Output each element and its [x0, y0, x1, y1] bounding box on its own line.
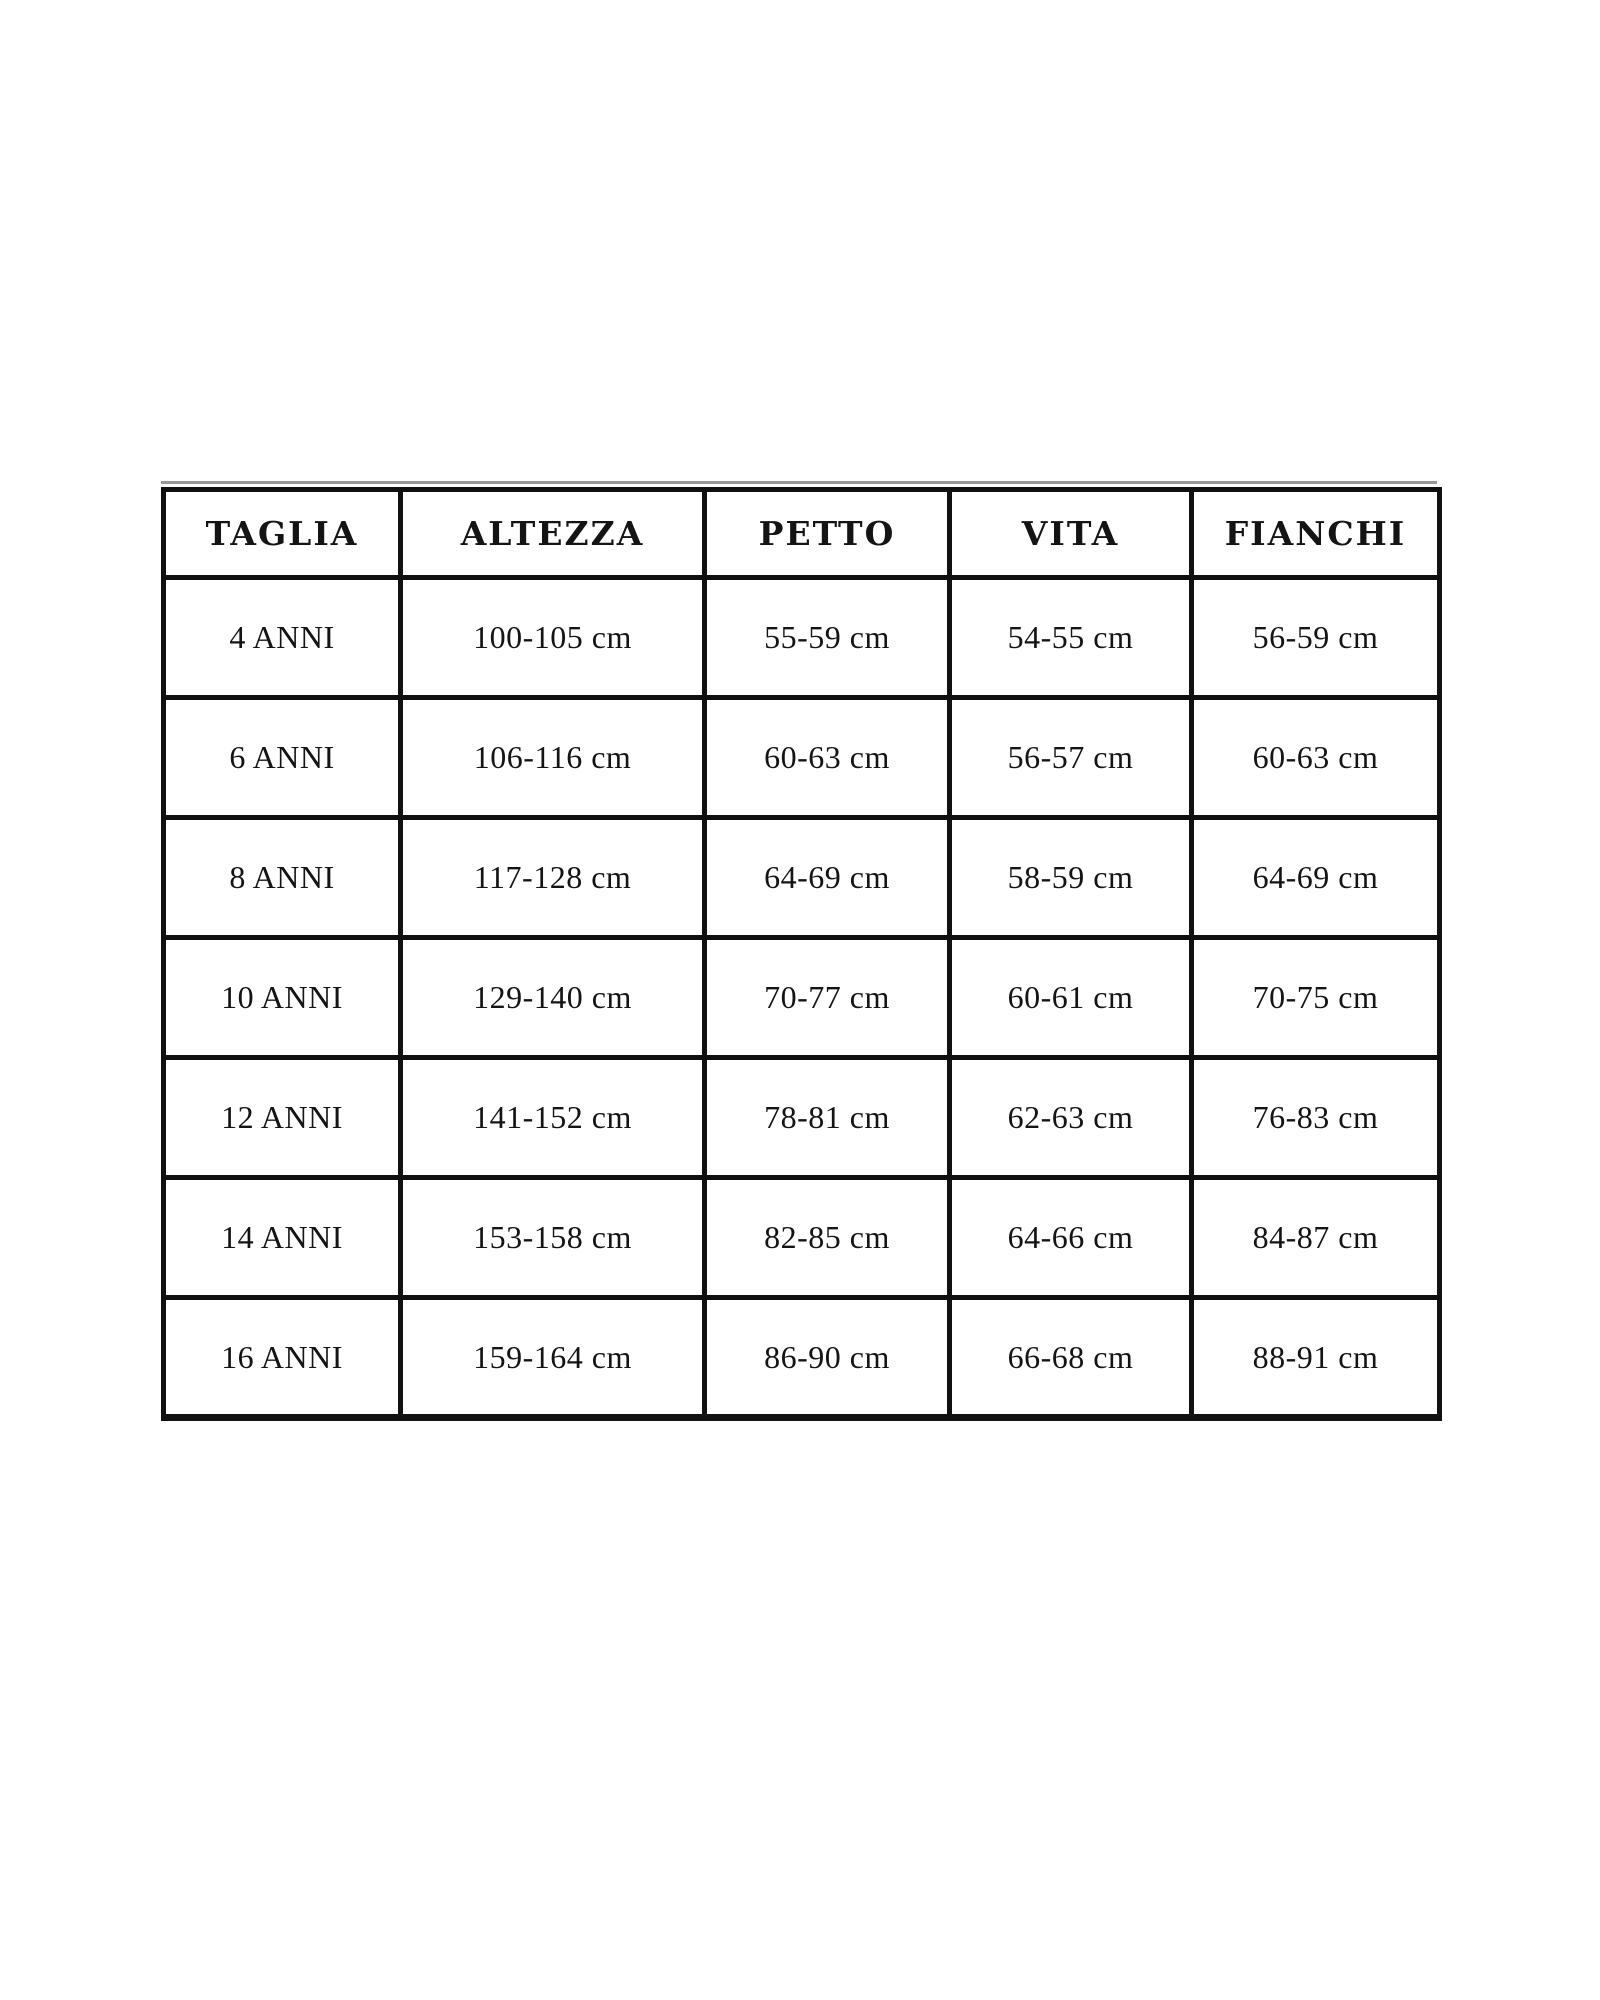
size-chart-table — [161, 487, 1442, 1421]
column-header-taglia: TAGLIA — [164, 490, 401, 578]
measurement-cell: 66-68 cm — [950, 1298, 1192, 1418]
measurement-cell: 117-128 cm — [401, 818, 705, 938]
column-header-petto: PETTO — [705, 490, 950, 578]
measurement-cell: 106-116 cm — [401, 698, 705, 818]
measurement-cell: 153-158 cm — [401, 1178, 705, 1298]
measurement-cell: 56-57 cm — [950, 698, 1192, 818]
measurement-cell: 64-69 cm — [705, 818, 950, 938]
table-top-rule — [161, 481, 1437, 484]
column-header-vita: VITA — [950, 490, 1192, 578]
measurement-cell: 60-61 cm — [950, 938, 1192, 1058]
measurement-cell: 88-91 cm — [1192, 1298, 1440, 1418]
measurement-cell: 64-66 cm — [950, 1178, 1192, 1298]
measurement-cell: 56-59 cm — [1192, 578, 1440, 698]
size-label-cell: 10 ANNI — [164, 938, 401, 1058]
table-row — [164, 1298, 1440, 1418]
measurement-cell: 55-59 cm — [705, 578, 950, 698]
measurement-cell: 76-83 cm — [1192, 1058, 1440, 1178]
table-row — [164, 818, 1440, 938]
measurement-cell: 82-85 cm — [705, 1178, 950, 1298]
table-row — [164, 1178, 1440, 1298]
size-label-cell: 12 ANNI — [164, 1058, 401, 1178]
size-label-cell: 14 ANNI — [164, 1178, 401, 1298]
table-header — [164, 490, 1440, 578]
column-header-fianchi: FIANCHI — [1192, 490, 1440, 578]
table-row — [164, 578, 1440, 698]
measurement-cell: 159-164 cm — [401, 1298, 705, 1418]
measurement-cell: 129-140 cm — [401, 938, 705, 1058]
measurement-cell: 141-152 cm — [401, 1058, 705, 1178]
size-label-cell: 4 ANNI — [164, 578, 401, 698]
measurement-cell: 58-59 cm — [950, 818, 1192, 938]
measurement-cell: 54-55 cm — [950, 578, 1192, 698]
measurement-cell: 78-81 cm — [705, 1058, 950, 1178]
measurement-cell: 62-63 cm — [950, 1058, 1192, 1178]
measurement-cell: 64-69 cm — [1192, 818, 1440, 938]
size-label-cell: 8 ANNI — [164, 818, 401, 938]
size-label-cell: 6 ANNI — [164, 698, 401, 818]
measurement-cell: 60-63 cm — [1192, 698, 1440, 818]
measurement-cell: 60-63 cm — [705, 698, 950, 818]
column-header-altezza: ALTEZZA — [401, 490, 705, 578]
measurement-cell: 70-77 cm — [705, 938, 950, 1058]
size-label-cell: 16 ANNI — [164, 1298, 401, 1418]
table-body — [164, 578, 1440, 1418]
measurement-cell: 86-90 cm — [705, 1298, 950, 1418]
measurement-cell: 84-87 cm — [1192, 1178, 1440, 1298]
table-row — [164, 938, 1440, 1058]
measurement-cell: 70-75 cm — [1192, 938, 1440, 1058]
table-row — [164, 1058, 1440, 1178]
header-row — [164, 490, 1440, 578]
measurement-cell: 100-105 cm — [401, 578, 705, 698]
table-row — [164, 698, 1440, 818]
